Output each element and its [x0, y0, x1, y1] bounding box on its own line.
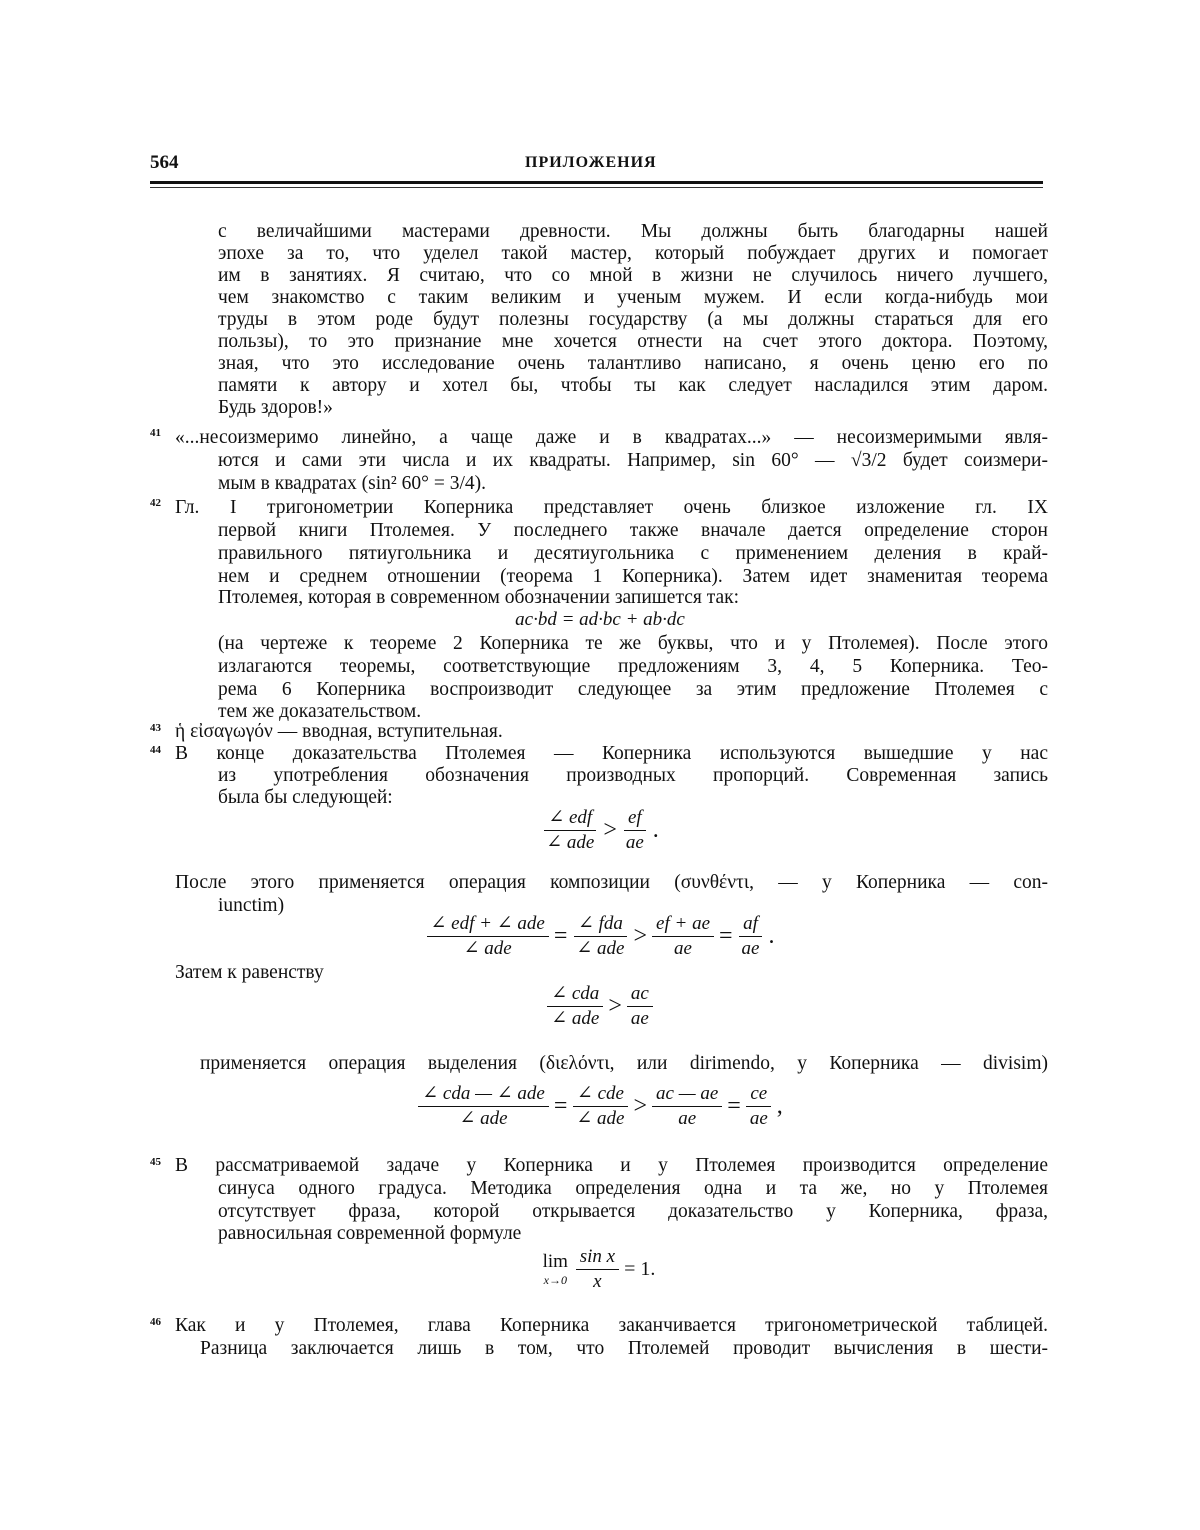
ptolemy-formula: ac·bd = ad·bc + ab·dc	[150, 609, 1050, 631]
punctuation: ,	[777, 1093, 783, 1120]
text-line: iunctim)	[218, 894, 1048, 917]
punctuation: .	[653, 817, 659, 844]
text-line: В рассматриваемой задаче у Коперника и у Птолемея производится определение	[175, 1154, 1048, 1177]
footnote-number: 45	[150, 1155, 161, 1169]
lim-operator: lim	[543, 1251, 568, 1273]
page-number: 564	[150, 152, 179, 174]
operator: =	[719, 923, 733, 950]
text-line: Будь здоров!»	[218, 396, 1048, 419]
operator: =	[554, 1093, 568, 1120]
denominator: ∠ ade	[547, 1007, 603, 1031]
operator: =	[554, 923, 568, 950]
numerator: ef + ae	[652, 912, 714, 937]
formula-composition	[200, 912, 1000, 961]
text-line: эпохе за то, что уделел такой мастер, который побуждает других и помогает	[218, 242, 1048, 265]
numerator: ce	[746, 1082, 771, 1107]
text-line: Затем к равенству	[175, 961, 1005, 984]
footnote-number: 46	[150, 1315, 161, 1329]
equals-one: = 1.	[624, 1258, 655, 1281]
numerator: ac	[627, 982, 653, 1007]
text-line: отсутствует фраза, которой открывается доказательство у Коперника, фраза,	[218, 1200, 1048, 1223]
numerator: ∠ cda — ∠ ade	[418, 1082, 549, 1107]
text-line: Гл. I тригонометрии Коперника представляет очень близкое изложение гл. IX	[175, 496, 1048, 519]
denominator: ∠ ade	[572, 1107, 628, 1131]
denominator: ae	[627, 1007, 653, 1031]
text-line: излагаются теоремы, соответствующие предложениям 3, 4, 5 Коперника. Тео-	[218, 655, 1048, 678]
denominator: ae	[670, 937, 696, 961]
text-line: нем и среднем отношении (теорема 1 Коперника). Затем идет знаменитая теорема	[218, 565, 1048, 588]
denominator: ∠ ade	[455, 1107, 511, 1131]
operator: >	[633, 1093, 647, 1120]
text-line: с величайшими мастерами древности. Мы должны быть благодарны нашей	[218, 220, 1048, 243]
numerator: ∠ fda	[574, 912, 627, 937]
denominator: ∠ ade	[542, 831, 598, 855]
text-line: тем же доказательством.	[218, 700, 1048, 723]
text-line: Птолемея, которая в современном обозначении запишется так:	[218, 586, 1048, 609]
text-line: ἡ εἰσαγωγόν — вводная, вступительная.	[175, 720, 1048, 743]
operator: >	[633, 923, 647, 950]
numerator: ∠ edf + ∠ ade	[427, 912, 549, 937]
text-line: чем знакомство с таким великим и ученым мужем. И если когда-нибудь мои	[218, 286, 1048, 309]
text-line: памяти к автору и хотел бы, чтобы ты как следует насладился этим даром.	[218, 374, 1048, 397]
text-line: правильного пятиугольника и десятиугольника с применением деления в край-	[218, 542, 1048, 565]
denominator: ∠ ade	[460, 937, 516, 961]
text-line: была бы следующей:	[218, 786, 1048, 809]
numerator: af	[739, 912, 762, 937]
denominator: x	[589, 1270, 605, 1294]
text-line: пользы), то это признание мне хочется отнести на счет этого доктора. Поэтому,	[218, 330, 1048, 353]
text-line: «...несоизмеримо линейно, а чаще даже и в квадратах...» — несоизмеримыми явля-	[175, 426, 1048, 449]
operator: =	[727, 1093, 741, 1120]
text-line: из употребления обозначения производных пропорций. Современная запись	[218, 764, 1048, 787]
text-line: применяется операция выделения (διελόντι, или dirimendo, у Коперника — divisim)	[200, 1052, 1048, 1075]
text-line: синуса одного градуса. Методика определения одна и та же, но у Птолемея	[218, 1177, 1048, 1200]
text-line: зная, что это исследование очень талантливо написано, я очень ценю его по	[218, 352, 1048, 375]
formula-division	[200, 1082, 1000, 1131]
formula-inequality-2	[200, 982, 1000, 1031]
text-line: первой книги Птолемея. У последнего также вначале дается определение сторон	[218, 519, 1048, 542]
text-line: Как и у Птолемея, глава Коперника заканчивается тригонометрической таблицей.	[175, 1314, 1048, 1337]
denominator: ae	[674, 1107, 700, 1131]
text-line: мым в квадратах (sin² 60° = 3/4).	[218, 472, 1048, 495]
lim-subscript: x→0	[544, 1273, 567, 1288]
footnote-number: 44	[150, 743, 161, 757]
denominator: ∠ ade	[572, 937, 628, 961]
denominator: ae	[622, 831, 648, 855]
numerator: ∠ edf	[544, 806, 596, 831]
limit-formula	[200, 1245, 1000, 1294]
text-line: ются и сами эти числа и их квадраты. Например, sin 60° — √3/2 будет соизмери-	[218, 449, 1048, 472]
operator: >	[603, 817, 617, 844]
text-line: им в занятиях. Я считаю, что со мной в жизни не случилось ничего лучшего,	[218, 264, 1048, 287]
text-line: После этого применяется операция композиции (συνθέντι, — у Коперника — con-	[175, 871, 1048, 894]
text-line: рема 6 Коперника воспроизводит следующее за этим предложение Птолемея с	[218, 678, 1048, 701]
header-rule	[150, 181, 1043, 184]
numerator: ef	[624, 806, 646, 831]
denominator: ae	[746, 1107, 772, 1131]
text-line: равносильная современной формуле	[218, 1222, 1048, 1245]
numerator: ∠ cda	[547, 982, 603, 1007]
formula-inequality-1	[200, 806, 1000, 855]
footnote-number: 41	[150, 426, 161, 440]
footnote-number: 42	[150, 496, 161, 510]
numerator: ac — ae	[652, 1082, 722, 1107]
text-line: В конце доказательства Птолемея — Коперника используются вышедшие у нас	[175, 742, 1048, 765]
text-line: труды в этом роде будут полезны государству (а мы должны стараться для его	[218, 308, 1048, 331]
running-title: ПРИЛОЖЕНИЯ	[525, 154, 657, 172]
punctuation: .	[768, 923, 774, 950]
numerator: ∠ cde	[573, 1082, 628, 1107]
operator: >	[608, 993, 622, 1020]
text-line: (на чертеже к теореме 2 Коперника те же буквы, что и у Птолемея). После этого	[218, 632, 1048, 655]
footnote-number: 43	[150, 721, 161, 735]
header-rule-thin	[150, 187, 1043, 188]
text-line: Разница заключается лишь в том, что Птолемей проводит вычисления в шести-	[200, 1337, 1048, 1360]
numerator: sin x	[576, 1245, 619, 1270]
denominator: ae	[738, 937, 764, 961]
